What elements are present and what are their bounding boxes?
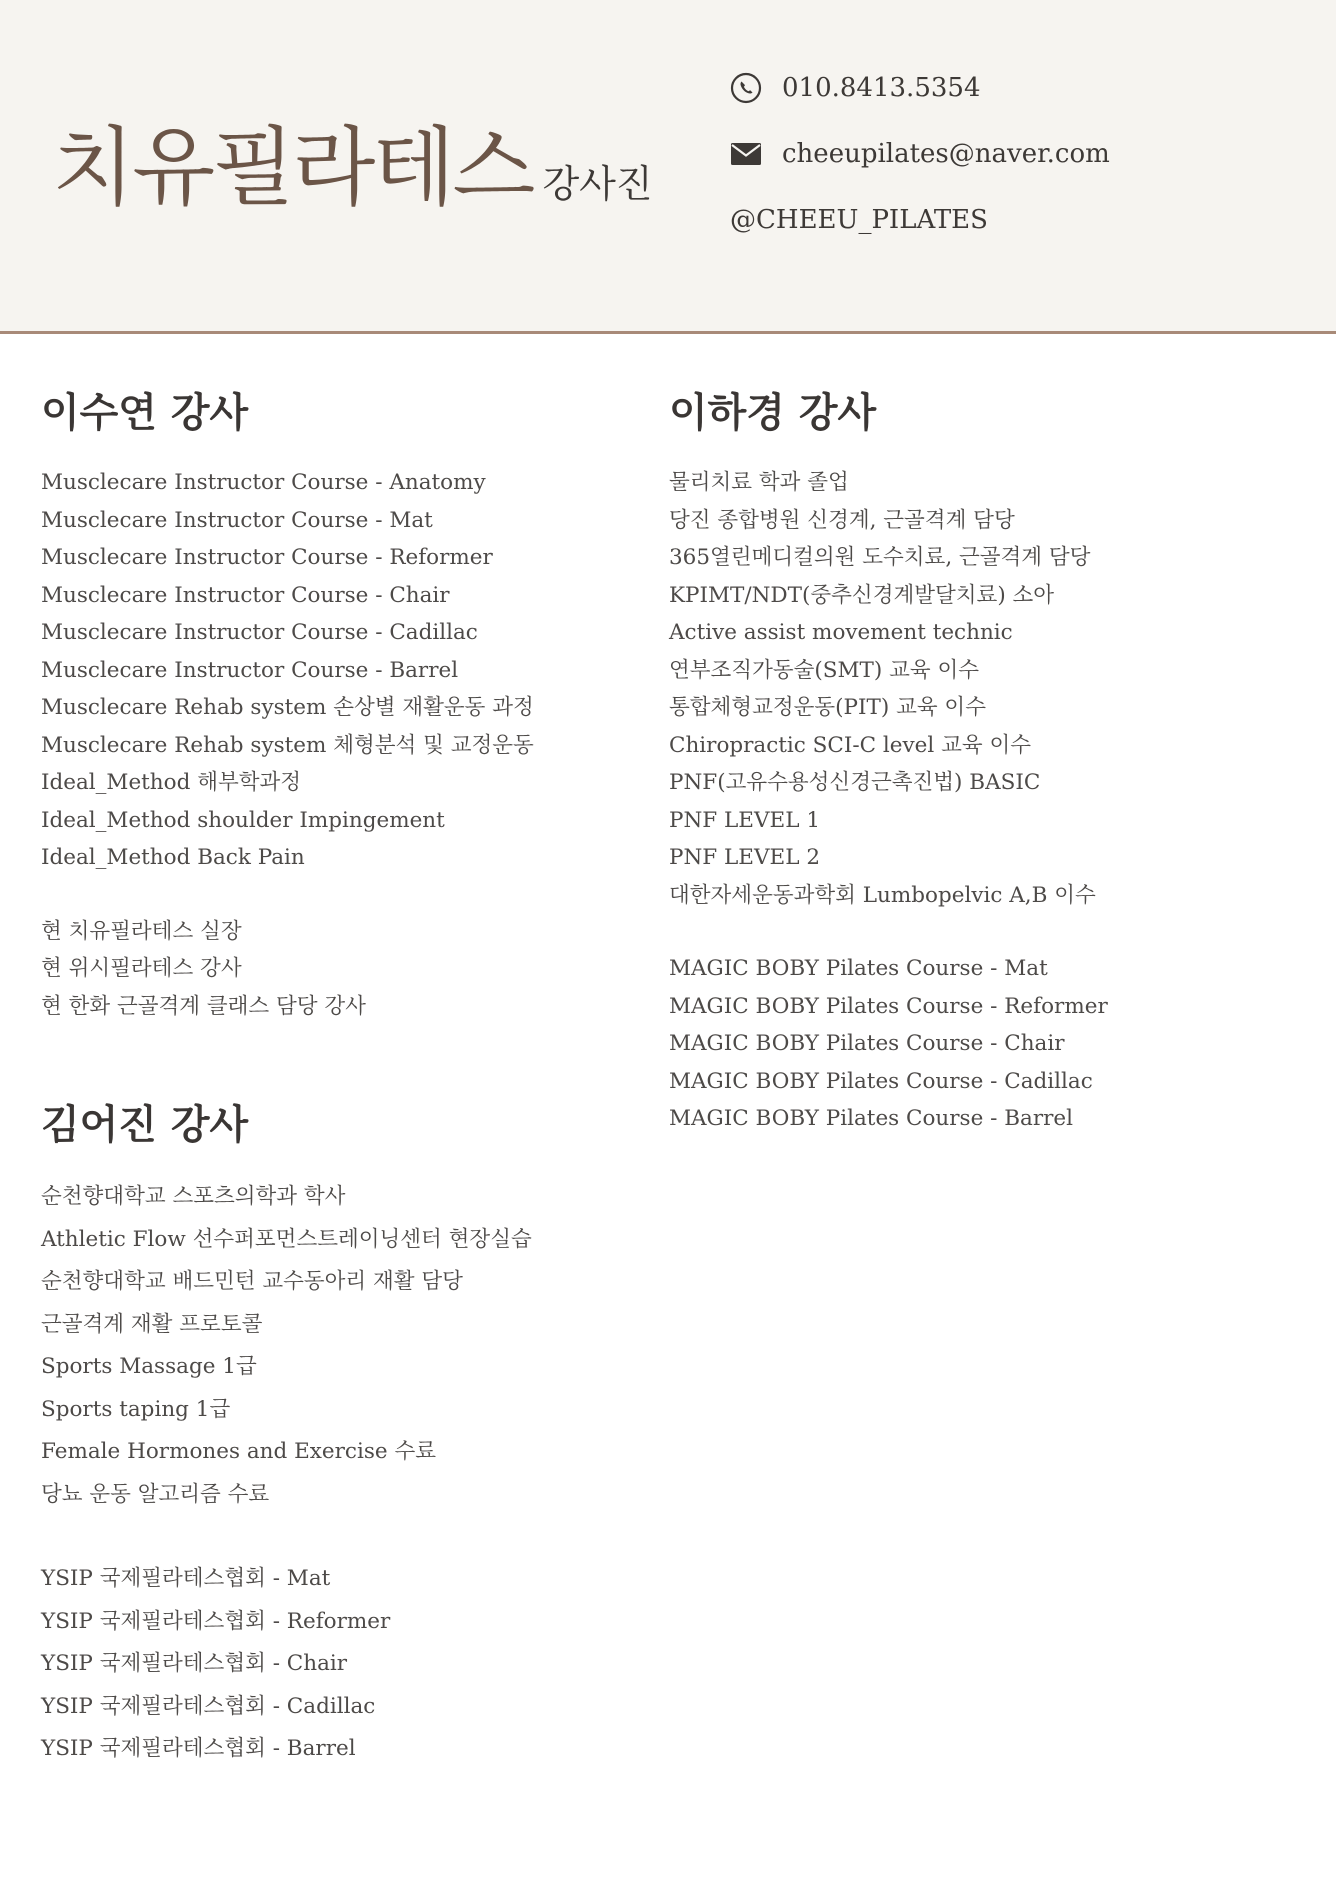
contact-info <box>730 70 1110 268</box>
spacer <box>669 914 1309 950</box>
list-item: 현 치유필라테스 실장 <box>41 918 242 944</box>
list-item: Ideal_Method shoulder Impingement <box>41 807 445 833</box>
email-row <box>730 136 1110 172</box>
list-item: 당뇨 운동 알고리즘 수료 <box>41 1481 270 1507</box>
list-item: 연부조직가동술(SMT) 교육 이수 <box>669 657 979 683</box>
list-item: PNF LEVEL 2 <box>669 845 821 870</box>
instructor-lee-hakyung <box>669 388 1309 1138</box>
cert-list <box>669 464 1309 914</box>
phone-number[interactable]: 010.8413.5354 <box>782 73 981 103</box>
instagram-handle[interactable]: @CHEEU_PILATES <box>730 205 988 235</box>
instructor-lee-sooyeon <box>41 388 641 1025</box>
list-item: YSIP 국제필라테스협회 - Barrel <box>41 1736 356 1761</box>
list-item: Musclecare Rehab system 체형분석 및 교정운동 <box>41 732 534 758</box>
list-item: Musclecare Instructor Course - Chair <box>41 582 450 608</box>
email-address[interactable]: cheeupilates@naver.com <box>782 139 1110 169</box>
list-item: Musclecare Instructor Course - Anatomy <box>41 470 486 495</box>
course-list <box>41 1558 641 1771</box>
list-item: PNF LEVEL 1 <box>669 807 821 833</box>
list-item: YSIP 국제필라테스협회 - Cadillac <box>41 1693 376 1719</box>
list-item: Sports Massage 1급 <box>41 1354 257 1379</box>
list-item: 순천향대학교 스포츠의학과 학사 <box>41 1184 346 1209</box>
course-list <box>669 950 1309 1138</box>
instructor-kim-eojin <box>41 1100 641 1771</box>
list-item: 통합체형교정운동(PIT) 교육 이수 <box>669 695 986 720</box>
list-item: YSIP 국제필라테스협회 - Reformer <box>41 1608 391 1634</box>
list-item: PNF(고유수용성신경근촉진법) BASIC <box>669 770 1041 795</box>
position-list <box>41 913 641 1026</box>
list-item: Ideal_Method 해부학과정 <box>41 770 302 795</box>
spacer <box>41 1516 641 1558</box>
page-header <box>0 0 1336 334</box>
list-item: Chiropractic SCI-C level 교육 이수 <box>669 732 1031 758</box>
list-item: 현 위시필라테스 강사 <box>41 956 242 981</box>
list-item: MAGIC BOBY Pilates Course - Reformer <box>669 993 1108 1019</box>
list-item: MAGIC BOBY Pilates Course - Chair <box>669 1031 1065 1056</box>
list-item: 현 한화 근골격계 클래스 담당 강사 <box>41 993 366 1019</box>
instructor-name: 이하경 강사 <box>669 390 877 436</box>
brand-subtitle: 강사진 <box>542 162 653 206</box>
cert-list <box>41 1176 641 1516</box>
list-item: Active assist movement technic <box>669 620 1013 645</box>
list-item: Musclecare Rehab system 손상별 재활운동 과정 <box>41 695 534 720</box>
list-item: MAGIC BOBY Pilates Course - Mat <box>669 956 1048 981</box>
list-item: Female Hormones and Exercise 수료 <box>41 1439 436 1464</box>
list-item: 순천향대학교 배드민턴 교수동아리 재활 담당 <box>41 1269 463 1294</box>
list-item: Musclecare Instructor Course - Cadillac <box>41 620 478 645</box>
list-item: Athletic Flow 선수퍼포먼스트레이닝센터 현장실습 <box>41 1226 532 1252</box>
list-item: Musclecare Instructor Course - Reformer <box>41 545 493 570</box>
cert-list <box>41 464 641 877</box>
list-item: 당진 종합병원 신경계, 근골격계 담당 <box>669 507 1015 533</box>
instagram-row <box>730 202 1110 238</box>
phone-icon <box>730 72 762 104</box>
instructor-name: 이수연 강사 <box>41 390 249 436</box>
envelope-icon <box>730 138 762 170</box>
list-item: 물리치료 학과 졸업 <box>669 470 849 495</box>
brand-title <box>52 98 653 222</box>
list-item: 대한자세운동과학회 Lumbopelvic A,B 이수 <box>669 882 1096 908</box>
list-item: Musclecare Instructor Course - Barrel <box>41 657 459 683</box>
list-item: KPIMT/NDT(중추신경계발달치료) 소아 <box>669 582 1055 608</box>
list-item: Ideal_Method Back Pain <box>41 845 305 870</box>
list-item: MAGIC BOBY Pilates Course - Cadillac <box>669 1068 1093 1094</box>
brand-name: 치유필라테스 <box>52 118 533 218</box>
list-item: YSIP 국제필라테스협회 - Mat <box>41 1566 331 1591</box>
list-item: Sports taping 1급 <box>41 1396 231 1422</box>
phone-row <box>730 70 1110 106</box>
instructor-name: 김어진 강사 <box>41 1102 249 1148</box>
spacer <box>41 877 641 913</box>
list-item: Musclecare Instructor Course - Mat <box>41 507 433 533</box>
list-item: YSIP 국제필라테스협회 - Chair <box>41 1651 348 1676</box>
list-item: MAGIC BOBY Pilates Course - Barrel <box>669 1106 1074 1131</box>
list-item: 365열린메디컬의원 도수치료, 근골격계 담당 <box>669 545 1091 570</box>
list-item: 근골격계 재활 프로토콜 <box>41 1311 263 1337</box>
